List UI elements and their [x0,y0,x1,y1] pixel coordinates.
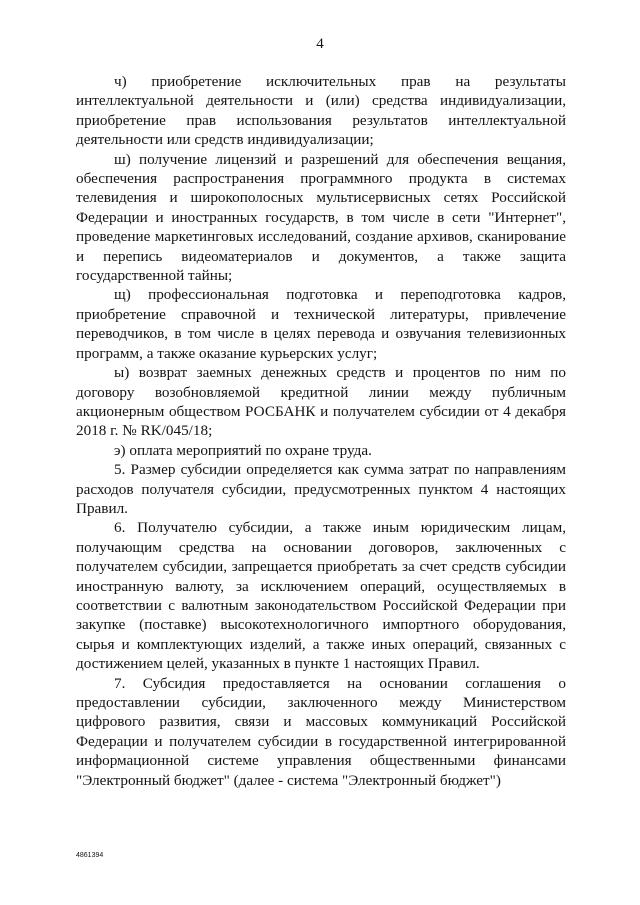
paragraph-item-6: 6. Получателю субсидии, а также иным юридическим лицам, получающим средства на основании договоров, заключенных с получателем субсидии, запрещается приобретать за счет средств субсидии иностранную валюту, за исключением операций, осуществляемых в соответствии с валютным законодательством Российской Федерации при закупке (поставке) высокотехнологичного импортного оборудования, сырья и комплектующих изделий, а также иных операций, связанных с достижением целей, указанных в пункте 1 настоящих Правил. [76,519,566,673]
page-number: 4 [316,36,324,52]
paragraph-item-7: 7. Субсидия предоставляется на основании соглашения о предоставлении субсидии, заключенного между Министерством цифрового развития, связи и массовых коммуникаций Российской Федерации и получателем субсидии в государственной интегрированной информационной системе управления общественными финансами "Электронный бюджет" (далее - система "Электронный бюджет") [76,674,566,789]
paragraph-item-5: 5. Размер субсидии определяется как сумма затрат по направлениям расходов получателя субсидии, предусмотренных пунктом 4 настоящих Правил. [76,461,566,517]
paragraph-y: ы) возврат заемных денежных средств и процентов по ним по договору возобновляемой кредитной линии между публичным акционерным обществом РОСБАНК и получателем субсидии от 4 декабря 2018 г. № RK/045/18; [76,364,566,440]
document-id: 4861394 [76,852,104,859]
paragraph-ch: ч) приобретение исключительных прав на результаты интеллектуальной деятельности и (или) средства индивидуализации, приобретение прав использования результатов интеллектуальной деятельности или средств индивидуализации; [76,73,566,149]
document-body [76,72,566,790]
paragraph-shch: щ) профессиональная подготовка и переподготовка кадров, приобретение справочной и технической литературы, привлечение переводчиков, в том числе в целях перевода и озвучания телевизионных программ, а также оказание курьерских услуг; [76,286,566,362]
paragraph-sh: ш) получение лицензий и разрешений для обеспечения вещания, обеспечения распространения программного продукта в системах телевидения и широкополосных мультисервисных сетях Российской Федерации и иностранных государств, в том числе в сети "Интернет", проведение маркетинговых исследований, создание архивов, сканирование и перепись видеоматериалов и документов, а также защита государственной тайны; [76,150,566,285]
paragraph-e: э) оплата мероприятий по охране труда. [114,441,372,459]
